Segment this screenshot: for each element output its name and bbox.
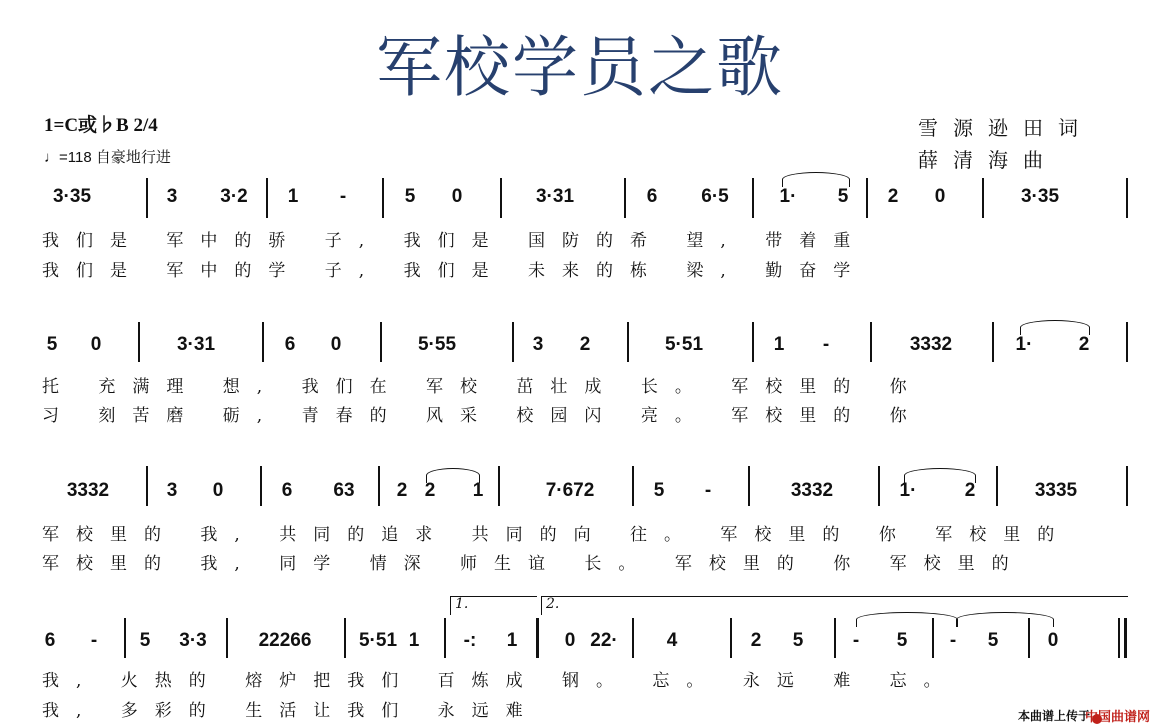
note: 3335 bbox=[1034, 480, 1078, 501]
barline bbox=[226, 618, 228, 658]
barline bbox=[992, 322, 994, 362]
note: 1 bbox=[506, 630, 518, 651]
barline bbox=[1126, 466, 1128, 506]
note: 3332 bbox=[790, 480, 834, 501]
note: - bbox=[852, 630, 860, 651]
slur bbox=[782, 172, 850, 187]
lyric-line: 我, 多彩的 生活让我们 永远难 bbox=[42, 701, 540, 721]
note: 6 bbox=[284, 334, 296, 355]
second-ending-label: 2. bbox=[546, 596, 560, 612]
note: 0 bbox=[212, 480, 224, 501]
barline bbox=[444, 618, 446, 658]
note: 7·672 bbox=[545, 480, 595, 501]
lyric-line: 我, 火热的 熔炉把我们 百炼成 钢。 忘。 永远 难 忘。 bbox=[42, 671, 958, 691]
barline bbox=[748, 466, 750, 506]
repeat-barline bbox=[536, 618, 539, 658]
note: 3·31 bbox=[176, 334, 216, 355]
barline bbox=[752, 322, 754, 362]
note: -: bbox=[463, 630, 477, 651]
final-barline bbox=[1124, 618, 1127, 658]
note: 5 bbox=[792, 630, 804, 651]
barline bbox=[1028, 618, 1030, 658]
second-ending-bracket bbox=[541, 596, 1128, 615]
note: 2 bbox=[887, 186, 899, 207]
barline bbox=[752, 178, 754, 218]
barline bbox=[870, 322, 872, 362]
note: 5 bbox=[46, 334, 58, 355]
barline bbox=[266, 178, 268, 218]
barline bbox=[124, 618, 126, 658]
note: 3·31 bbox=[535, 186, 575, 207]
note: 5·51 bbox=[358, 630, 398, 651]
barline bbox=[932, 618, 934, 658]
note: - bbox=[822, 334, 830, 355]
barline bbox=[138, 322, 140, 362]
note: 0 bbox=[90, 334, 102, 355]
note: 2 bbox=[396, 480, 408, 501]
note: 3332 bbox=[66, 480, 110, 501]
barline bbox=[1126, 322, 1128, 362]
note: 5·55 bbox=[417, 334, 457, 355]
first-ending-bracket bbox=[450, 596, 537, 615]
barline bbox=[834, 618, 836, 658]
barline bbox=[378, 466, 380, 506]
note: 3332 bbox=[909, 334, 953, 355]
note: 2 bbox=[1078, 334, 1090, 355]
note: 3 bbox=[166, 186, 178, 207]
slur bbox=[1020, 320, 1090, 335]
barline bbox=[624, 178, 626, 218]
note: 1 bbox=[408, 630, 420, 651]
note: 3·35 bbox=[1020, 186, 1060, 207]
barline bbox=[382, 178, 384, 218]
note: 5 bbox=[987, 630, 999, 651]
site-name[interactable]: 中国曲谱网 bbox=[1084, 709, 1150, 724]
note: 0 bbox=[564, 630, 576, 651]
upload-notice: 本曲谱上传于 bbox=[1017, 709, 1090, 723]
lyric-line: 我们是 军中的骄 子, 我们是 国防的希 望, 带着重 bbox=[42, 231, 868, 251]
note: - bbox=[704, 480, 712, 501]
note: 5 bbox=[896, 630, 908, 651]
note: 0 bbox=[934, 186, 946, 207]
note: 3·3 bbox=[179, 630, 207, 651]
note: 22· bbox=[590, 630, 618, 651]
composer-credit: 薛清海曲 bbox=[918, 148, 1058, 172]
note: 3 bbox=[166, 480, 178, 501]
barline bbox=[632, 618, 634, 658]
barline bbox=[627, 322, 629, 362]
note: 3 bbox=[532, 334, 544, 355]
barline bbox=[1118, 618, 1120, 658]
note: 63 bbox=[333, 480, 355, 501]
note: 6 bbox=[44, 630, 56, 651]
note: 1 bbox=[773, 334, 785, 355]
note: - bbox=[90, 630, 98, 651]
note: 2 bbox=[579, 334, 591, 355]
barline bbox=[996, 466, 998, 506]
lyric-line: 托 充满理 想, 我们在 军校 茁壮成 长。 军校里的 你 bbox=[42, 377, 924, 397]
note: 1 bbox=[287, 186, 299, 207]
note: 0 bbox=[1047, 630, 1059, 651]
first-ending-label: 1. bbox=[455, 596, 469, 612]
lyric-line: 军校里的 我, 同学 情深 师生谊 长。 军校里的 你 军校里的 bbox=[42, 554, 1026, 574]
note: 1· bbox=[779, 186, 797, 207]
barline bbox=[512, 322, 514, 362]
note: 22266 bbox=[258, 630, 312, 651]
barline bbox=[146, 178, 148, 218]
note: 6 bbox=[281, 480, 293, 501]
barline bbox=[1126, 178, 1128, 218]
note: 1· bbox=[1015, 334, 1033, 355]
note: 1 bbox=[472, 480, 484, 501]
note: 4 bbox=[666, 630, 678, 651]
key-signature: 1=C或♭B 2/4 bbox=[44, 115, 158, 136]
note: 5·51 bbox=[664, 334, 704, 355]
note: 5 bbox=[653, 480, 665, 501]
barline bbox=[878, 466, 880, 506]
note: 2 bbox=[424, 480, 436, 501]
note: 1· bbox=[899, 480, 917, 501]
note: 3·35 bbox=[52, 186, 92, 207]
barline bbox=[730, 618, 732, 658]
note: 2 bbox=[750, 630, 762, 651]
barline bbox=[982, 178, 984, 218]
note: 0 bbox=[330, 334, 342, 355]
barline bbox=[262, 322, 264, 362]
note: 6·5 bbox=[701, 186, 729, 207]
barline bbox=[260, 466, 262, 506]
note: 6 bbox=[646, 186, 658, 207]
note: 5 bbox=[404, 186, 416, 207]
barline bbox=[632, 466, 634, 506]
note: 5 bbox=[837, 186, 849, 207]
barline bbox=[344, 618, 346, 658]
slur bbox=[956, 612, 1054, 627]
lyric-line: 我们是 军中的学 子, 我们是 未来的栋 梁, 勤奋学 bbox=[42, 261, 868, 281]
lyric-line: 军校里的 我, 共同的追求 共同的向 往。 军校里的 你 军校里的 bbox=[42, 525, 1072, 545]
tempo-marking: ♩=118 自豪地行进 bbox=[44, 149, 171, 166]
barline bbox=[146, 466, 148, 506]
barline bbox=[866, 178, 868, 218]
note: 5 bbox=[139, 630, 151, 651]
barline bbox=[500, 178, 502, 218]
lyric-line: 习 刻苦磨 砺, 青春的 风采 校园闪 亮。 军校里的 你 bbox=[42, 406, 924, 426]
note: - bbox=[339, 186, 347, 207]
lyricist-credit: 雪源逊田词 bbox=[918, 116, 1093, 140]
barline bbox=[380, 322, 382, 362]
note: 3·2 bbox=[220, 186, 248, 207]
page-title: 军校学员之歌 bbox=[376, 29, 784, 106]
barline bbox=[498, 466, 500, 506]
note: - bbox=[949, 630, 957, 651]
note: 0 bbox=[451, 186, 463, 207]
slur bbox=[856, 612, 958, 627]
note: 2 bbox=[964, 480, 976, 501]
